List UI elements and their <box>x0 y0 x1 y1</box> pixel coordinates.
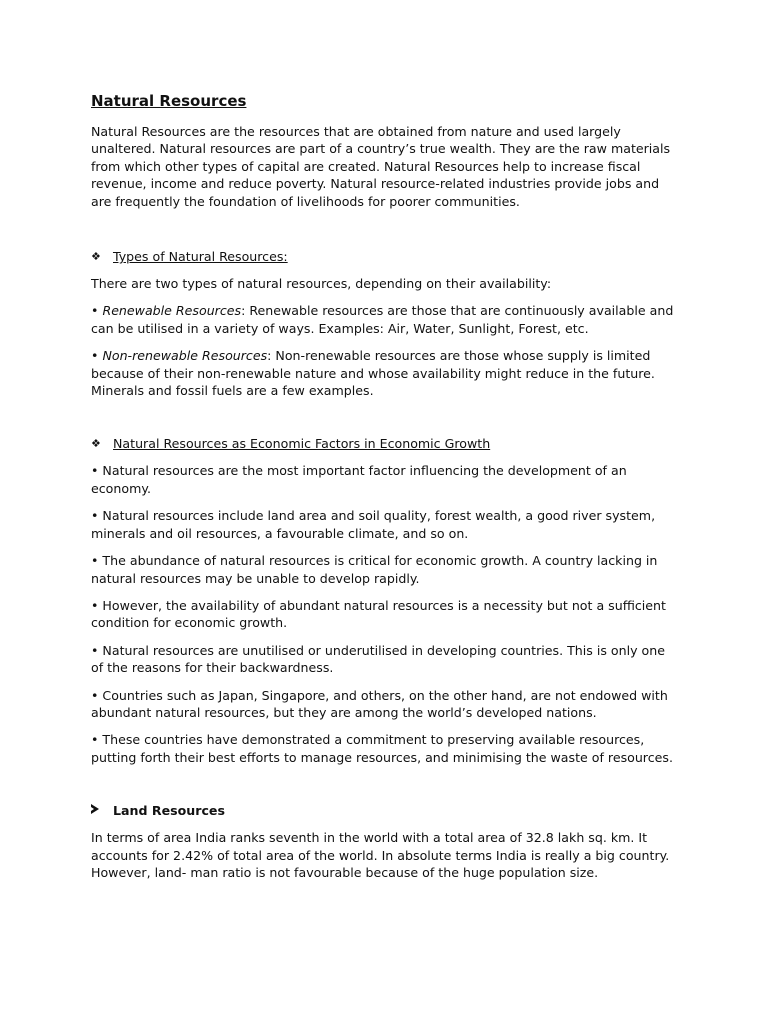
types-lead-paragraph: There are two types of natural resources, depending on their availability: <box>91 276 552 292</box>
spacer <box>91 409 678 435</box>
diamond-bullet-icon: ❖ <box>91 250 101 264</box>
section-heading-label: Natural Resources as Economic Factors in Economic Growth <box>113 436 491 452</box>
list-item: • However, the availability of abundant natural resources is a necessity but not a sufficient condition for economic growth. <box>91 597 666 631</box>
definition-non-renewable: : Non-renewable resources are those whose supply is limited because of their non-renewable nature and whose availability might reduce in the future. Minerals and fossil fuels are a few examples. <box>91 348 655 399</box>
page-title: Natural Resources <box>91 92 247 110</box>
land-resources-paragraph: In terms of area India ranks seventh in the world with a total area of 32.8 lakh sq. km. It accounts for 2.42% of total area of the world. In absolute terms India is really a big country. However, land- man ratio is not favourable because of the huge population size. <box>91 830 670 880</box>
term-non-renewable: Non-renewable Resources <box>102 348 268 364</box>
list-item: • These countries have demonstrated a commitment to preserving available resources, putting forth their best efforts to manage resources, and minimising the waste of resources. <box>91 732 673 765</box>
list-item: • The abundance of natural resources is critical for economic growth. A country lacking in natural resources may be unable to develop rapidly. <box>91 553 658 586</box>
intro-paragraph: Natural Resources are the resources that are obtained from nature and used largely unaltered. Natural resources are part of a country’s true wealth. They are the raw materials from which other types of capital are created. Natural Resources help to increase fiscal revenue, income and reduce poverty. Natural resource-related industries provide jobs and are frequently the foundation of livelihoods for poorer communities. <box>91 124 671 209</box>
list-item: • Natural resources are unutilised or underutilised in developing countries. This is only one of the reasons for their backwardness. <box>91 642 665 676</box>
section-heading-types <box>91 248 678 265</box>
spacer <box>91 220 678 248</box>
definition-renewable: : Renewable resources are those that are continuously available and can be utilised in a variety of ways. Examples: Air, Water, Sunlight, Forest, etc. <box>91 303 674 336</box>
section-heading-economic-factors <box>91 435 678 452</box>
section-heading-label: Land Resources <box>113 803 225 819</box>
section-heading-land-resources <box>91 802 678 819</box>
diamond-bullet-icon: ❖ <box>91 437 101 451</box>
term-renewable: Renewable Resources <box>102 303 242 319</box>
list-item: • Natural resources are the most important factor influencing the development of an economy. <box>91 463 627 496</box>
list-item: • Natural resources include land area and soil quality, forest wealth, a good river system, minerals and oil resources, a favourable climate, and so on. <box>91 508 656 541</box>
bullet: • <box>91 303 103 319</box>
arrowhead-bullet-icon <box>91 802 113 819</box>
list-item: • Countries such as Japan, Singapore, and others, on the other hand, are not endowed with abundant natural resources, but they are among the world’s developed nations. <box>91 687 668 720</box>
list-item-renewable <box>91 302 678 337</box>
spacer <box>91 776 678 802</box>
bullet: • <box>91 348 103 364</box>
list-item-non-renewable <box>91 347 678 399</box>
section-heading-label: Types of Natural Resources: <box>113 249 288 265</box>
